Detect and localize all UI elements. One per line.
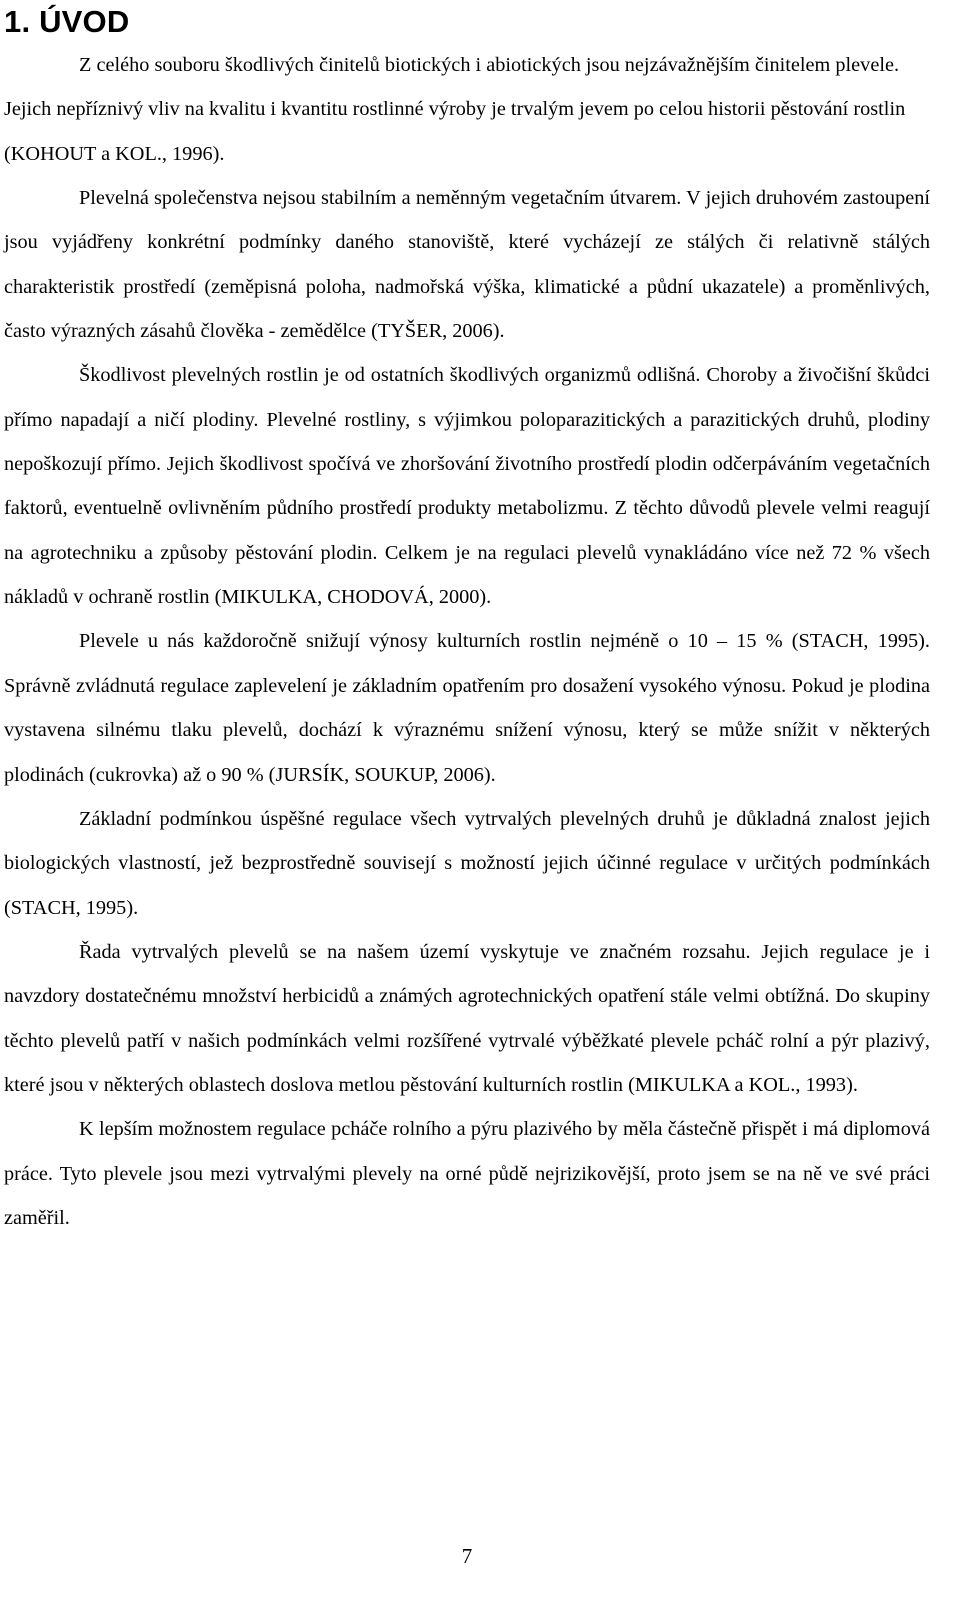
paragraph-4: Plevele u nás každoročně snižují výnosy kulturních rostlin nejméně o 10 – 15 % (STACH, 1995). Správně zvládnutá regulace zaplevelení je základním opatřením pro dosažení vysokého výnosu. Pokud je plodina vystavena silnému tlaku plevelů, dochází k výraznému snížení výnosu, který se může snížit v některých plodinách (cukrovka) až o 90 % (JURSÍK, SOUKUP, 2006).: [4, 630, 930, 786]
paragraph-5: Základní podmínkou úspěšné regulace všech vytrvalých plevelných druhů je důkladná znalost jejich biologických vlastností, jež bezprostředně souvisejí s možností jejich účinné regulace v určitých podmínkách (STACH, 1995).: [4, 807, 930, 919]
body-text: [4, 43, 930, 1240]
paragraph-1: Z celého souboru škodlivých činitelů biotických i abiotických jsou nejzávažnějším činitelem plevele. Jejich nepříznivý vliv na kvalitu i kvantitu rostlinné výroby je trvalým jevem po celou historii pěstování rostlin (KOHOUT a KOL., 1996).: [4, 54, 906, 165]
section-heading: 1. ÚVOD: [4, 4, 130, 39]
paragraph-6: Řada vytrvalých plevelů se na našem území vyskytuje ve značném rozsahu. Jejich regulace je i navzdory dostatečnému množství herbicidů a známých agrotechnických opatření stále velmi obtížná. Do skupiny těchto plevelů patří v našich podmínkách velmi rozšířené vytrvalé výběžkaté plevele pcháč rolní a pýr plazivý, které jsou v některých oblastech doslova metlou pěstování kulturních rostlin (MIKULKA a KOL., 1993).: [4, 940, 930, 1096]
paragraph-7: K lepším možnostem regulace pcháče rolního a pýru plazivého by měla částečně přispět i má diplomová práce. Tyto plevele jsou mezi vytrvalými plevely na orné půdě nejrizikovější, proto jsem se na ně ve své práci zaměřil.: [4, 1118, 930, 1229]
paragraph-3: Škodlivost plevelných rostlin je od ostatních škodlivých organizmů odlišná. Choroby a živočišní škůdci přímo napadají a ničí plodiny. Plevelné rostliny, s výjimkou poloparazitických a parazitických druhů, plodiny nepoškozují přímo. Jejich škodlivost spočívá ve zhoršování životního prostředí plodin odčerpáváním vegetačních faktorů, eventuelně ovlivněním půdního prostředí produkty metabolizmu. Z těchto důvodů plevele velmi reagují na agrotechniku a způsoby pěstování plodin. Celkem je na regulaci plevelů vynakládáno více než 72 % všech nákladů v ochraně rostlin (MIKULKA, CHODOVÁ, 2000).: [4, 364, 930, 609]
page-number: 7: [461, 1544, 473, 1568]
paragraph-2: Plevelná společenstva nejsou stabilním a neměnným vegetačním útvarem. V jejich druhovém zastoupení jsou vyjádřeny konkrétní podmínky daného stanoviště, které vycházejí ze stálých či relativně stálých charakteristik prostředí (zeměpisná poloha, nadmořská výška, klimatické a půdní ukazatele) a proměnlivých, často výrazných zásahů člověka - zemědělce (TYŠER, 2006).: [4, 187, 930, 343]
